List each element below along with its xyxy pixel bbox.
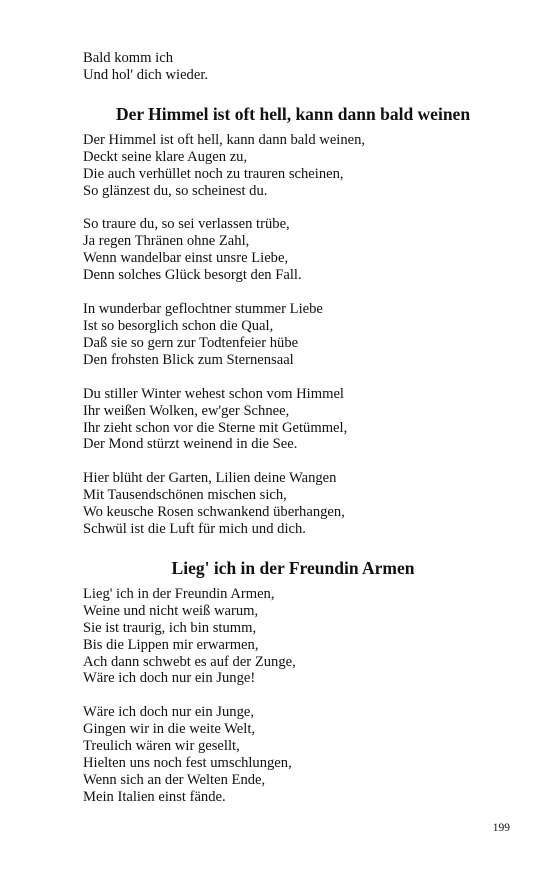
verse-line: Lieg' ich in der Freundin Armen, <box>83 585 275 602</box>
page-content <box>83 50 503 806</box>
stanza-gap <box>83 453 503 470</box>
verse-line: Den frohsten Blick zum Sternensaal <box>83 351 294 368</box>
verse-line: Der Mond stürzt weinend in die See. <box>83 436 298 453</box>
verse-line: Ihr zieht schon vor die Sterne mit Getümmel, <box>83 419 348 436</box>
stanza-gap <box>83 284 503 301</box>
stanza <box>83 704 503 805</box>
verse-line: Deckt seine klare Augen zu, <box>83 148 248 165</box>
verse-line: Hielten uns noch fest umschlungen, <box>83 755 292 772</box>
stanza <box>83 386 503 454</box>
stanza <box>83 301 503 369</box>
verse-line: Weine und nicht weiß warum, <box>83 602 259 619</box>
verse-line: Ja regen Thränen ohne Zahl, <box>83 233 250 250</box>
verse-line: Mein Italien einst fände. <box>83 788 226 805</box>
verse-line: Wäre ich doch nur ein Junge, <box>83 704 255 721</box>
verse-line: Ihr weißen Wolken, ew'ger Schnee, <box>83 402 290 419</box>
verse-line: Mit Tausendschönen mischen sich, <box>83 487 287 504</box>
poem-title: Lieg' ich in der Freundin Armen <box>171 557 415 578</box>
verse-line: So traure du, so sei verlassen trübe, <box>83 216 290 233</box>
stanza-gap <box>83 199 503 216</box>
verse-line: Bald komm ich <box>83 50 173 66</box>
verse-line: Bis die Lippen mir erwarmen, <box>83 636 259 653</box>
verse-line: Hier blüht der Garten, Lilien deine Wangen <box>83 470 337 487</box>
verse-line: Wäre ich doch nur ein Junge! <box>83 670 256 687</box>
verse-line: Denn solches Glück besorgt den Fall. <box>83 267 302 284</box>
stanza <box>83 586 503 687</box>
verse-line: Die auch verhüllet noch zu trauren scheinen, <box>83 165 344 182</box>
verse-line: Gingen wir in die weite Welt, <box>83 721 256 738</box>
verse-line: Schwül ist die Luft für mich und dich. <box>83 521 306 538</box>
verse-line: Du stiller Winter wehest schon vom Himmel <box>83 385 344 402</box>
stanza <box>83 216 503 284</box>
verse-line: Daß sie so gern zur Todtenfeier hübe <box>83 334 299 351</box>
verse-line: Wenn wandelbar einst unsre Liebe, <box>83 250 289 267</box>
verse-line: Wo keusche Rosen schwankend überhangen, <box>83 504 345 521</box>
verse-line: Der Himmel ist oft hell, kann dann bald weinen, <box>83 131 366 148</box>
verse-line: Und hol' dich wieder. <box>83 66 209 83</box>
poem-title: Der Himmel ist oft hell, kann dann bald weinen <box>115 103 471 124</box>
stanza-gap <box>83 687 503 704</box>
verse-line: So glänzest du, so scheinest du. <box>83 182 268 199</box>
page-number: 199 <box>492 822 510 834</box>
verse-line: Ach dann schwebt es auf der Zunge, <box>83 653 296 670</box>
stanza <box>83 470 503 538</box>
verse-line: Ist so besorglich schon die Qual, <box>83 317 274 334</box>
intro-stanza <box>83 50 503 84</box>
verse-line: Wenn sich an der Welten Ende, <box>83 772 266 788</box>
verse-line: Treulich wären wir gesellt, <box>83 738 240 755</box>
stanza <box>83 132 503 200</box>
verse-line: Sie ist traurig, ich bin stumm, <box>83 619 257 636</box>
verse-line: In wunderbar geflochtner stummer Liebe <box>83 301 323 318</box>
stanza-gap <box>83 369 503 386</box>
